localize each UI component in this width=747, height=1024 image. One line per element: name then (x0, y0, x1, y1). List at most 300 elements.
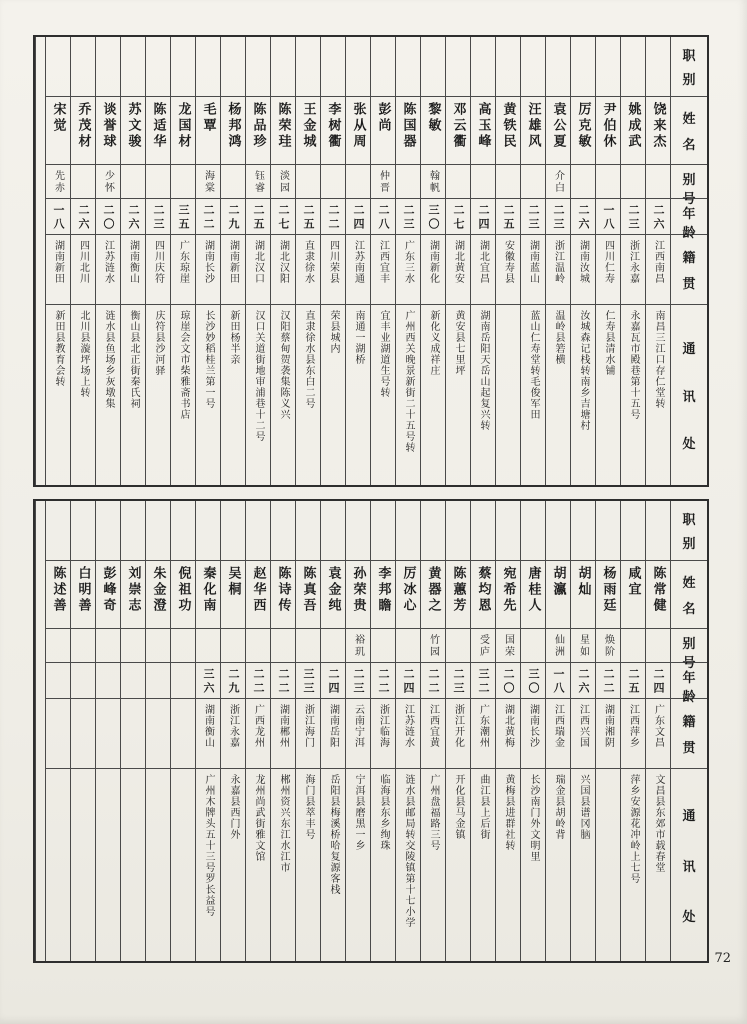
person-address-text: 新田县教育会转 (53, 310, 64, 387)
person-name (546, 97, 570, 165)
person-age (296, 199, 320, 235)
person-name (121, 561, 145, 629)
person-role (321, 37, 345, 97)
person-name-text: 张从周 (350, 102, 366, 150)
person-address (546, 769, 570, 961)
person-age (596, 663, 620, 699)
person-age (321, 663, 345, 699)
person-origin (571, 699, 595, 769)
person-age-text: 二四 (652, 668, 665, 696)
person-name-text: 李邦瞻 (375, 566, 391, 614)
person-origin (346, 235, 370, 305)
person-role (371, 37, 395, 97)
person-address (96, 305, 120, 485)
person-role (621, 501, 645, 561)
person-alias (171, 165, 195, 199)
person-role (121, 501, 145, 561)
person-column (245, 37, 270, 485)
person-alias-text: 翰帆 (427, 170, 439, 194)
person-column (95, 37, 120, 485)
person-age-text: 三二 (477, 668, 490, 696)
person-column (520, 501, 545, 961)
person-name-text: 黄器之 (425, 566, 441, 614)
person-alias (521, 165, 545, 199)
page-number: 72 (714, 951, 731, 966)
person-name-text: 尹伯休 (600, 102, 616, 150)
person-origin (596, 235, 620, 305)
person-address (471, 769, 495, 961)
person-alias (296, 629, 320, 663)
person-name (171, 97, 195, 165)
person-age-text: 二六 (77, 204, 90, 232)
person-alias (496, 629, 520, 663)
person-column (70, 37, 95, 485)
person-origin-text: 湖南新田 (52, 240, 64, 284)
person-origin-text: 四川荣县 (327, 240, 339, 284)
person-address (596, 305, 620, 485)
person-name-text: 陈蕙芳 (450, 566, 466, 614)
person-role (521, 37, 545, 97)
person-role (446, 501, 470, 561)
person-address (271, 305, 295, 485)
row-label-age (671, 663, 707, 705)
person-role (146, 501, 170, 561)
row-label-char: 名 (682, 602, 696, 617)
person-alias (246, 629, 270, 663)
person-role (46, 37, 70, 97)
person-name (421, 97, 445, 165)
row-label-alias (671, 165, 707, 207)
person-age (171, 199, 195, 235)
person-name-text: 宛希先 (500, 566, 516, 614)
person-column (595, 37, 620, 485)
person-age-text: 二四 (402, 668, 415, 696)
person-age-text: 二六 (652, 204, 665, 232)
person-origin (371, 235, 395, 305)
person-name (521, 97, 545, 165)
person-address (71, 769, 95, 961)
person-name (571, 97, 595, 165)
person-age-text: 二二 (427, 668, 440, 696)
person-role (196, 37, 220, 97)
person-origin-text: 云南宁洱 (352, 704, 364, 748)
person-alias (271, 629, 295, 663)
person-alias (71, 629, 95, 663)
person-origin (496, 699, 520, 769)
person-age (521, 199, 545, 235)
row-label-char: 通 (682, 808, 696, 824)
person-alias-text: 淡园 (277, 170, 289, 194)
person-column (370, 501, 395, 961)
person-alias-text: 受庐 (477, 634, 489, 658)
person-alias (221, 165, 245, 199)
person-age-text: 一八 (52, 204, 65, 232)
person-origin-text: 江西南昌 (652, 240, 664, 284)
row-label-role (671, 37, 707, 97)
person-name (71, 561, 95, 629)
person-age (121, 199, 145, 235)
person-age (446, 199, 470, 235)
person-origin (296, 699, 320, 769)
person-address-text: 南昌三江口存仁堂转 (653, 310, 664, 409)
person-alias (371, 165, 395, 199)
person-role (171, 501, 195, 561)
person-address (171, 305, 195, 485)
row-label-origin (671, 235, 707, 305)
person-address-text: 广州西关晚景新街二十五号转 (403, 310, 414, 453)
person-name-text: 彭尚 (375, 102, 391, 134)
person-alias (196, 629, 220, 663)
person-age-text: 二三 (552, 204, 565, 232)
person-origin (546, 699, 570, 769)
row-label-char: 通 (682, 341, 696, 357)
person-age-text: 二三 (452, 668, 465, 696)
person-alias (546, 165, 570, 199)
person-age-text: 二二 (602, 668, 615, 696)
person-age (221, 663, 245, 699)
person-address-text: 新田杨半亲 (228, 310, 239, 365)
person-name (196, 561, 220, 629)
person-name (121, 97, 145, 165)
person-age (246, 199, 270, 235)
person-address (446, 305, 470, 485)
person-origin-text: 湖南长沙 (202, 240, 214, 284)
row-label-char: 龄 (682, 690, 696, 705)
person-origin-text: 湖南衡山 (202, 704, 214, 748)
person-origin (96, 235, 120, 305)
person-address (421, 769, 445, 961)
person-name-text: 白明善 (75, 566, 91, 614)
person-alias (296, 165, 320, 199)
row-label-char: 职 (682, 513, 696, 529)
person-origin-text: 浙江海门 (302, 704, 314, 748)
person-name-text: 胡瀛 (550, 566, 566, 598)
person-age-text: 二七 (277, 204, 290, 232)
row-label-char: 别 (682, 637, 696, 652)
person-name-text: 蔡均恩 (475, 566, 491, 614)
person-alias-text: 介白 (552, 170, 564, 194)
person-address (271, 769, 295, 961)
person-alias (121, 165, 145, 199)
person-origin-text: 江苏涟水 (102, 240, 114, 284)
person-alias (321, 629, 345, 663)
person-name (446, 561, 470, 629)
person-role (396, 37, 420, 97)
person-origin (646, 699, 670, 769)
person-name (246, 97, 270, 165)
person-origin-text: 湖南岳阳 (327, 704, 339, 748)
person-role (646, 501, 670, 561)
person-origin-text: 浙江临海 (377, 704, 389, 748)
person-alias (271, 165, 295, 199)
person-alias (621, 629, 645, 663)
row-label-char: 处 (682, 437, 696, 453)
person-age-text: 二五 (502, 204, 515, 232)
person-role (621, 37, 645, 97)
person-origin-text: 江苏南通 (352, 240, 364, 284)
person-age-text: 二七 (452, 204, 465, 232)
person-address (196, 769, 220, 961)
person-age-text: 二二 (377, 668, 390, 696)
person-name-text: 咸宜 (625, 566, 641, 598)
person-alias (546, 629, 570, 663)
person-column (370, 37, 395, 485)
person-name (96, 561, 120, 629)
person-column (645, 37, 670, 485)
person-address-text: 龙州尚武街雅文馆 (253, 774, 264, 862)
person-age (496, 199, 520, 235)
person-age (421, 199, 445, 235)
person-age (71, 199, 95, 235)
person-alias (96, 165, 120, 199)
person-age-text: 二五 (302, 204, 315, 232)
person-origin-text: 直隶徐水 (302, 240, 314, 284)
person-column (295, 37, 320, 485)
person-origin (296, 235, 320, 305)
person-origin (71, 235, 95, 305)
person-address-text: 永嘉县西门外 (228, 774, 239, 840)
person-age (396, 199, 420, 235)
person-origin (146, 235, 170, 305)
person-age (96, 199, 120, 235)
person-role (496, 37, 520, 97)
person-address-text: 文昌县东郊市载春堂 (653, 774, 664, 873)
person-origin (596, 699, 620, 769)
person-address (471, 305, 495, 485)
person-address (571, 769, 595, 961)
person-alias (396, 165, 420, 199)
person-age (321, 199, 345, 235)
person-name (346, 97, 370, 165)
row-label-name (671, 561, 707, 629)
person-column (520, 37, 545, 485)
person-age-text: 二〇 (102, 204, 115, 232)
person-name (146, 561, 170, 629)
person-address-text: 长沙南门外文明里 (528, 774, 539, 862)
row-label-char: 处 (682, 910, 696, 926)
person-origin (121, 235, 145, 305)
person-origin (221, 699, 245, 769)
person-address-text: 庆符县沙河驿 (153, 310, 164, 376)
person-address (121, 769, 145, 961)
person-alias (446, 165, 470, 199)
person-name (321, 561, 345, 629)
person-alias (646, 629, 670, 663)
person-age (396, 663, 420, 699)
person-column (220, 37, 245, 485)
person-address (221, 769, 245, 961)
person-age-text: 二三 (352, 668, 365, 696)
person-address-text: 兴国县谱冈脑 (578, 774, 589, 840)
person-alias (596, 629, 620, 663)
person-name (296, 561, 320, 629)
person-column (195, 501, 220, 961)
person-name (271, 97, 295, 165)
person-origin (421, 235, 445, 305)
person-age-text: 二二 (252, 668, 265, 696)
person-origin (146, 699, 170, 769)
row-label-column (670, 501, 707, 961)
person-role (421, 37, 445, 97)
person-name (71, 97, 95, 165)
person-age-text: 一八 (602, 204, 615, 232)
person-column (295, 501, 320, 961)
person-name (371, 97, 395, 165)
person-address (221, 305, 245, 485)
person-age (371, 199, 395, 235)
person-address (321, 305, 345, 485)
row-label-name (671, 97, 707, 165)
person-age (246, 663, 270, 699)
person-column (270, 501, 295, 961)
person-role (121, 37, 145, 97)
person-age-text: 二二 (327, 204, 340, 232)
row-label-origin (671, 699, 707, 769)
row-label-char: 别 (682, 173, 696, 188)
person-address-text: 海门县萃丰号 (303, 774, 314, 840)
person-alias (171, 629, 195, 663)
person-age (421, 663, 445, 699)
person-name (146, 97, 170, 165)
person-origin (271, 235, 295, 305)
person-name (321, 97, 345, 165)
person-name-text: 王金城 (300, 102, 316, 150)
person-name (171, 561, 195, 629)
person-alias (446, 629, 470, 663)
person-address (596, 769, 620, 961)
person-age-text: 二六 (127, 204, 140, 232)
person-origin-text: 湖北汉阳 (277, 240, 289, 284)
person-role (96, 501, 120, 561)
person-origin-text: 湖北黄安 (452, 240, 464, 284)
person-role (371, 501, 395, 561)
person-name-text: 饶来杰 (650, 102, 666, 150)
person-column (170, 37, 195, 485)
person-origin (46, 699, 70, 769)
person-column (395, 501, 420, 961)
person-age-text: 二四 (477, 204, 490, 232)
person-name-text: 陈述善 (50, 566, 66, 614)
person-role (346, 501, 370, 561)
person-age-text: 二八 (377, 204, 390, 232)
person-origin-text: 浙江永嘉 (627, 240, 639, 284)
person-address-text: 直隶徐水县东白二号 (303, 310, 314, 409)
person-age (571, 663, 595, 699)
person-age-text: 二五 (627, 668, 640, 696)
person-name (96, 97, 120, 165)
person-alias (121, 629, 145, 663)
person-address-text: 涟水县鱼场乡灰墩集 (103, 310, 114, 409)
row-label-char: 别 (682, 536, 696, 552)
person-name-text: 唐桂人 (525, 566, 541, 614)
person-name-text: 朱金澄 (150, 566, 166, 614)
person-column (420, 501, 445, 961)
person-address (246, 769, 270, 961)
person-column (570, 37, 595, 485)
person-alias-text: 仙洲 (552, 634, 564, 658)
person-address (46, 769, 70, 961)
person-column (145, 37, 170, 485)
person-address-text: 涟水县邮局转交陵镇第十七小学 (403, 774, 414, 928)
person-alias (46, 165, 70, 199)
person-address-text: 萍乡安源花冲岭上七号 (628, 774, 639, 884)
person-address-text: 琼崖会文市柴雅斋书店 (178, 310, 189, 420)
person-age (171, 663, 195, 699)
person-origin-text: 江西宜黄 (427, 704, 439, 748)
person-address-text: 临海县东乡绚珠 (378, 774, 389, 851)
person-name-text: 陈真吾 (300, 566, 316, 614)
person-name (596, 97, 620, 165)
person-age (471, 663, 495, 699)
row-label-char: 姓 (682, 576, 696, 591)
person-address-text: 岳阳县梅溪桥哈复源客栈 (328, 774, 339, 895)
person-age (496, 663, 520, 699)
person-column (220, 501, 245, 961)
person-column (445, 37, 470, 485)
person-address-text: 开化县马金镇 (453, 774, 464, 840)
person-name-text: 陈国器 (400, 102, 416, 150)
person-origin-text: 湖南郴州 (277, 704, 289, 748)
person-name-text: 秦化南 (200, 566, 216, 614)
person-alias (421, 629, 445, 663)
person-role (596, 501, 620, 561)
person-alias (421, 165, 445, 199)
person-alias-text: 仲晋 (377, 170, 389, 194)
person-address (621, 769, 645, 961)
person-alias (571, 165, 595, 199)
person-name (646, 561, 670, 629)
person-address (96, 769, 120, 961)
person-address-text: 南通一湖桥 (353, 310, 364, 365)
person-column (545, 37, 570, 485)
person-address-text: 郴州资兴东江水江市 (278, 774, 289, 873)
person-name-text: 姚成武 (625, 102, 641, 150)
person-name (221, 97, 245, 165)
person-name (371, 561, 395, 629)
person-origin (396, 235, 420, 305)
person-origin (321, 699, 345, 769)
person-alias (196, 165, 220, 199)
person-age-text: 三〇 (427, 204, 440, 232)
person-name-text: 龙国材 (175, 102, 191, 150)
person-origin-text: 江苏涟水 (402, 704, 414, 748)
row-label-char: 贯 (682, 277, 696, 293)
person-origin (496, 235, 520, 305)
person-address (646, 305, 670, 485)
person-column (420, 37, 445, 485)
person-column (495, 37, 520, 485)
person-origin (471, 235, 495, 305)
person-address (446, 769, 470, 961)
person-origin (646, 235, 670, 305)
person-name-text: 刘崇志 (125, 566, 141, 614)
person-origin (196, 699, 220, 769)
person-address (371, 305, 395, 485)
person-alias (646, 165, 670, 199)
person-address-text: 蓝山仁寿堂转毛俊军田 (528, 310, 539, 420)
person-name (196, 97, 220, 165)
person-age-text: 二二 (277, 668, 290, 696)
person-address (196, 305, 220, 485)
person-age (646, 199, 670, 235)
person-origin (321, 235, 345, 305)
person-alias-text: 先赤 (52, 170, 64, 194)
person-address (321, 769, 345, 961)
person-alias-text: 钰睿 (252, 170, 264, 194)
person-origin-text: 江西宜丰 (377, 240, 389, 284)
row-label-alias (671, 629, 707, 671)
person-column (145, 501, 170, 961)
